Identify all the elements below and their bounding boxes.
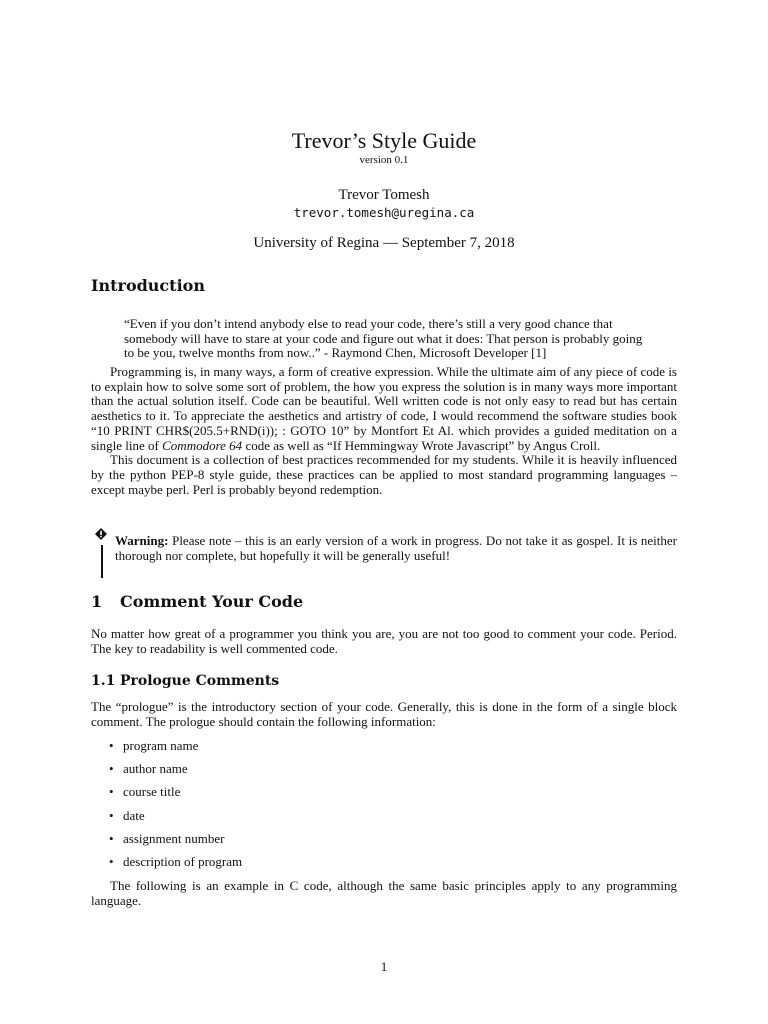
bullet-icon: • <box>109 830 114 846</box>
author-email[interactable]: trevor.tomesh@uregina.ca <box>293 205 475 220</box>
introduction-paragraph-1 <box>91 365 677 453</box>
section-1-paragraph: No matter how great of a programmer you think you are, you are not too good to comment your code. Period. The key to readability is well commented code. <box>91 626 677 656</box>
warning-box <box>91 534 677 563</box>
list-item <box>109 784 677 800</box>
section-1-1 <box>91 674 677 689</box>
section-1 <box>91 592 677 611</box>
list-item-text: author name <box>123 761 188 777</box>
section-number: 1 <box>91 592 103 611</box>
prologue-paragraph: The “prologue” is the introductory section of your code. Generally, this is done in the form of a single block comment. The prologue should contain the following information: <box>91 699 677 729</box>
bullet-icon: • <box>109 761 114 777</box>
introduction-section <box>91 276 677 295</box>
author-affiliation-date: University of Regina — September 7, 2018 <box>253 235 515 251</box>
page-number: 1 <box>380 959 388 974</box>
section-1-body <box>91 627 677 656</box>
introduction-quote-block <box>91 317 677 361</box>
introduction-heading: Introduction <box>91 276 205 295</box>
document-version: version 0.1 <box>359 154 409 166</box>
warning-text <box>115 534 677 563</box>
prologue-items <box>91 739 677 870</box>
list-item <box>109 738 677 754</box>
prologue-list <box>91 739 677 878</box>
introduction-quote: “Even if you don’t intend anybody else to read your code, there’s still a very good chance that somebody will have to stare at your code and figure out what it does: That person is probably going to be you, twelve months from now..” - Raymond Chen, Microsoft Developer [1] <box>124 316 643 361</box>
subsection-number: 1.1 <box>91 673 116 689</box>
list-item-text: assignment number <box>123 830 225 846</box>
warning-bar <box>101 545 103 578</box>
document-title: Trevor’s Style Guide <box>291 128 477 153</box>
list-item <box>109 807 677 824</box>
paragraph-text: code as well as “If Hemmingway Wrote Javascript” by Angus Croll. <box>242 437 601 453</box>
title-block <box>0 128 768 252</box>
emphasis-text: Commodore 64 <box>162 437 243 453</box>
warning-label: Warning: <box>115 533 169 548</box>
bullet-icon: • <box>109 784 114 800</box>
section-title: Comment Your Code <box>120 592 304 611</box>
introduction-paragraph-2: This document is a collection of best practices recommended for my students. While it is heavily influenced by the python PEP-8 style guide, these practices can be applied to most standard programming languages – except maybe perl. Perl is probably beyond redemption. <box>91 452 677 497</box>
example-paragraph: The following is an example in C code, although the same basic principles apply to any programming language. <box>91 878 677 908</box>
bullet-icon: • <box>109 738 114 753</box>
list-item <box>109 830 677 847</box>
bullet-icon: • <box>109 807 114 823</box>
subsection-title: Prologue Comments <box>120 673 280 689</box>
list-item <box>109 854 677 870</box>
warning-note <box>91 534 677 563</box>
warning-body: Please note – this is an early version of a work in progress. Do not take it as gospel. It is neither thorough nor complete, but hopefully it will be generally useful! <box>115 533 677 563</box>
section-1-1-body <box>91 700 677 729</box>
list-item-text: description of program <box>123 854 243 870</box>
introduction-body <box>91 365 677 497</box>
section-1-heading <box>91 592 677 611</box>
warning-diamond-icon <box>95 528 107 540</box>
paragraph-text: Programming is, in many ways, a form of creative expression. While the ultimate aim of any piece of code is to explain how to solve some sort of problem, the how you express the solution is in many ways more important than the actual solution itself. Code can be beautiful. Well written code is not only easy to read but has certain aesthetics to it. To appreciate the aesthetics and artistry of code, I would recommend the software studies book “10 PRINT CHR$(205.5+RND(i)); : GOTO 10” by Montfort Et Al. which provides a guided meditation on a single line of <box>91 364 677 453</box>
bullet-icon: • <box>109 854 114 870</box>
list-item-text: course title <box>123 784 181 800</box>
section-1-1-heading <box>91 674 677 689</box>
list-item-text: program name <box>123 738 199 753</box>
list-item <box>109 761 677 777</box>
example-intro <box>91 879 677 908</box>
list-item-text: date <box>123 807 145 823</box>
document-author: Trevor Tomesh <box>338 187 430 203</box>
